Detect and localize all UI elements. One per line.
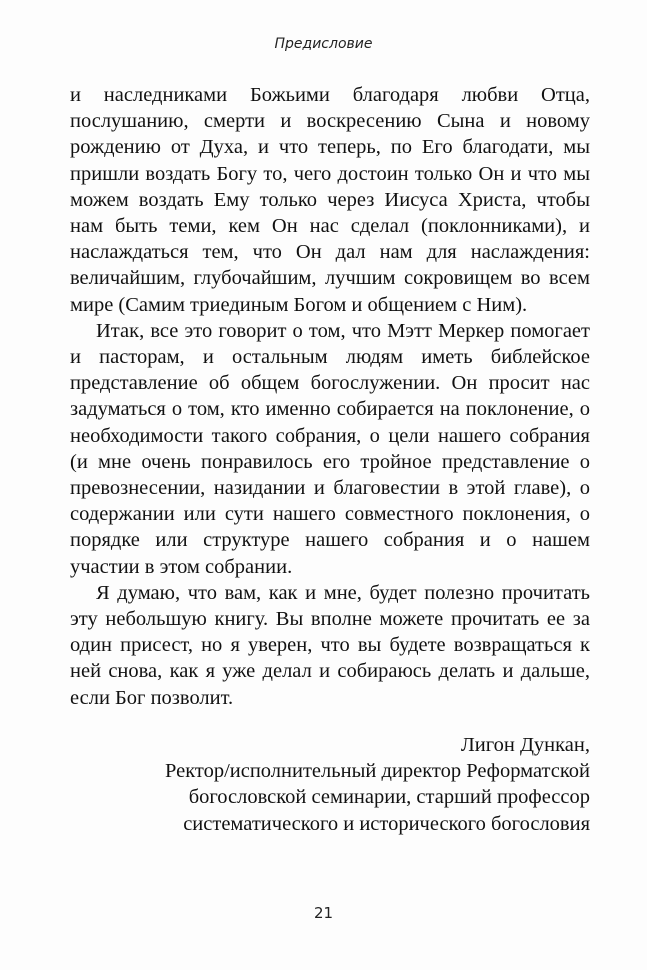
running-header: Предисловие xyxy=(274,36,373,52)
signature-title-line-1: Ректор/исполнительный директор Реформатской xyxy=(164,760,590,783)
paragraph-recommendation: Я думаю, что вам, как и мне, будет полезно прочитать эту небольшую книгу. Вы вполне можете прочитать ее за один присест, но я уверен, что вы будете возвращаться к ней снова, как я уже делал и собираюсь делать и дальше, если Бог позволит. xyxy=(70,581,590,709)
paragraph-summary: Итак, все это говорит о том, что Мэтт Меркер помогает и пасторам, и остальным людям иметь библейское представление об общем богослужении. Он просит нас задуматься о том, кто именно собирается на поклонение, о необходимости такого собрания, о цели нашего собрания (и мне очень понравилось его тройное представление о превознесении, назидании и благовестии в этой главе), о содержании или сути нашего совместного поклонения, о порядке или структуре нашего собрания и о нашем участии в этом собрании. xyxy=(70,319,590,578)
page-number: 21 xyxy=(313,904,334,922)
signature-name: Лигон Дункан, xyxy=(460,734,590,756)
author-signature xyxy=(70,732,590,837)
paragraph-continuation: и наследниками Божьими благодаря любви Отца, послушанию, смерти и воскресению Сына и новому рождению от Духа, и что теперь, по Его благодати, мы пришли воздать Богу то, чего достоин только Он и что мы можем воздать Ему только через Иисуса Христа, чтобы нам быть теми, кем Он нас сделал (поклонниками), и наслаждаться тем, что Он дал нам для наслаждения: величайшим, глубочайшим, лучшим сокровищем во всем мире (Самим триединым Богом и общением с Ним). xyxy=(70,84,590,316)
signature-title-line-3: систематического и исторического богословия xyxy=(183,812,590,835)
body-text xyxy=(70,82,590,711)
signature-title-line-2: богословской семинарии, старший профессор xyxy=(188,786,590,809)
